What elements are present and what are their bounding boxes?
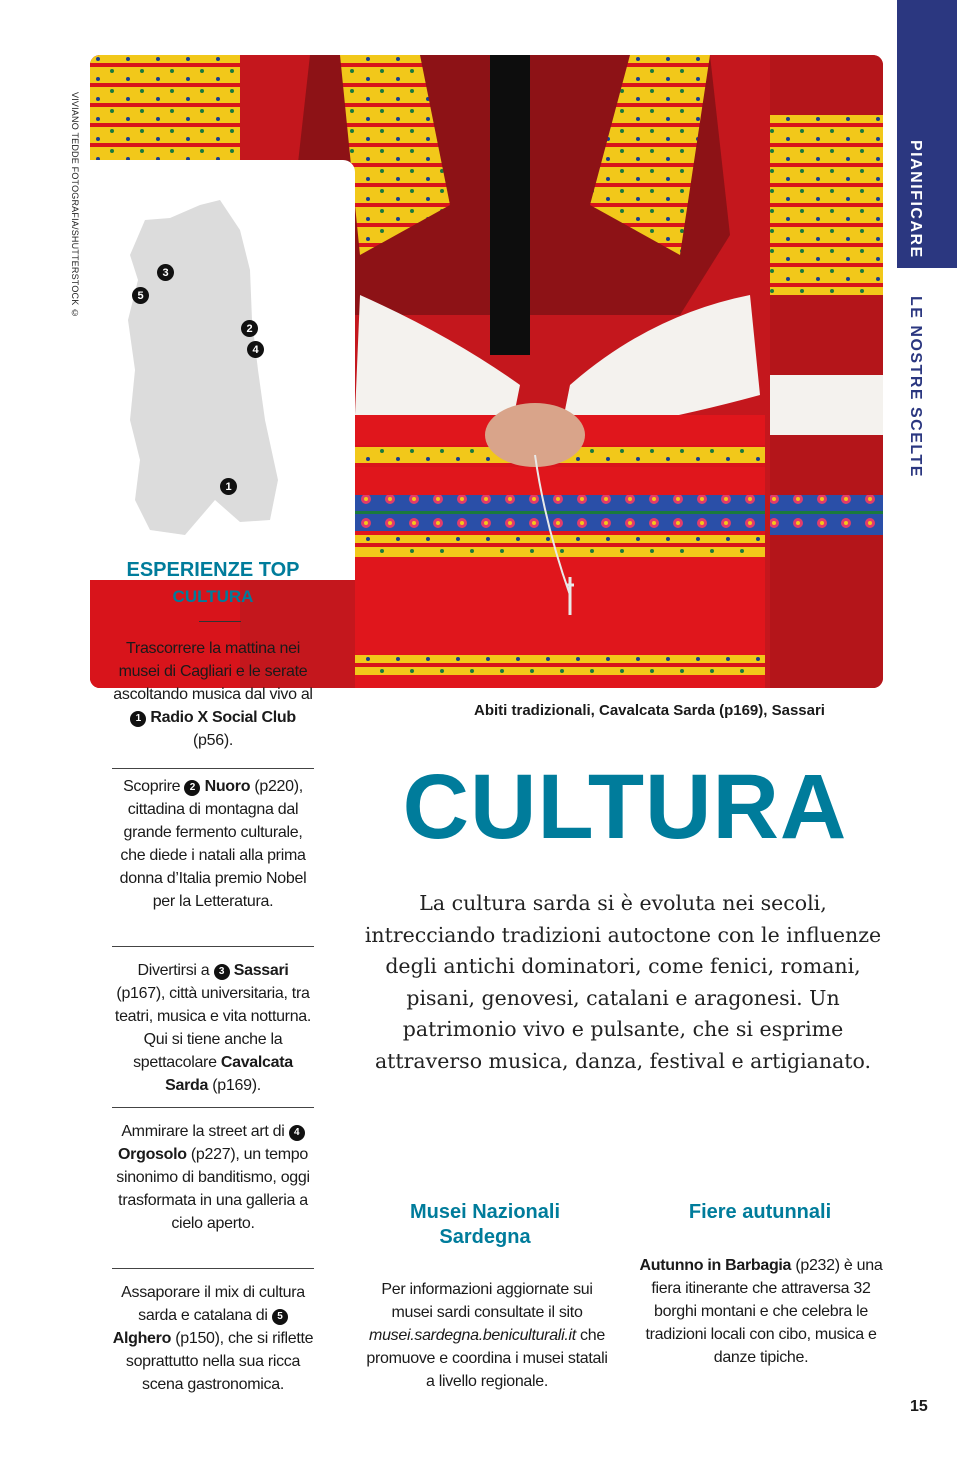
- experience-entry-4: [112, 1120, 314, 1235]
- entry-text: Divertirsi a: [137, 962, 210, 979]
- musei-box-body: [362, 1278, 612, 1393]
- sidebar-title: ESPERIENZE TOP: [126, 559, 300, 581]
- experience-entry-5: [112, 1281, 314, 1396]
- entry-place: Nuoro: [204, 778, 251, 795]
- entry-text: Scoprire: [123, 778, 181, 795]
- fiere-box-body: [636, 1254, 886, 1369]
- entry-text: (p150), che si riflette soprattutto nella sua ricca scena gastronomica.: [125, 1330, 314, 1393]
- map-marker-4: 4: [247, 341, 264, 358]
- sardinia-map-icon: [90, 160, 355, 580]
- sidebar-subtitle: CULTURA: [172, 587, 254, 606]
- section-tab-label: PIANIFICARE: [907, 140, 924, 259]
- entry-text: (p167), città universitaria, tra teatri, musica e vita notturna. Qui si tiene anche la spettacolare: [114, 985, 312, 1071]
- entry-divider: [112, 946, 314, 947]
- heading-divider: [199, 621, 241, 622]
- map-marker-1: 1: [220, 478, 237, 495]
- box-text: che promuove e coordina i musei statali a livello regionale.: [366, 1327, 608, 1390]
- number-badge: 3: [214, 964, 230, 980]
- number-badge: 1: [130, 711, 146, 727]
- entry-place: Alghero: [112, 1330, 172, 1347]
- intro-paragraph: La cultura sarda si è evoluta nei secoli, intrecciando tradizioni autoctone con le influenze degli antichi dominatori, come fenici, romani, pisani, genovesi, catalani e aragonesi. Un patrimonio vivo e pulsante, che si esprime attraverso musica, danza, festival e artigianato.: [364, 891, 882, 1073]
- entry-divider: [112, 1107, 314, 1108]
- entry-place: Radio X Social Club: [150, 709, 296, 726]
- entry-text: Ammirare la street art di: [121, 1123, 285, 1140]
- subsection-label: LE NOSTRE SCELTE: [907, 296, 924, 478]
- experience-entry-3: [112, 959, 314, 1097]
- photo-credit: VIVIANO TEDDE FOTOGRAFIA/SHUTTERSTOCK ©: [70, 92, 80, 319]
- entry-text: (p169).: [212, 1077, 261, 1094]
- entry-text: (p227), un tempo sinonimo di banditismo, oggi trasformata in una galleria a cielo aperto.: [116, 1146, 310, 1232]
- fair-name: Autunno in Barbagia: [639, 1257, 792, 1274]
- entry-text: Assaporare il mix di cultura sarda e catalana di: [121, 1284, 305, 1324]
- map-marker-3: 3: [157, 264, 174, 281]
- experience-entry-2: [112, 775, 314, 913]
- sardinia-map-card: [90, 160, 355, 580]
- entry-place: Orgosolo: [118, 1146, 187, 1163]
- box-text: (p232) è una fiera itinerante che attraversa 32 borghi montani e che celebra le tradizioni locali con cibo, musica e danze tipiche.: [645, 1257, 883, 1366]
- entry-text: (p220), cittadina di montagna dal grande fermento culturale, che diede i natali alla prima donna d’Italia premio Nobel per la Letteratura.: [119, 778, 307, 910]
- entry-divider: [112, 1268, 314, 1269]
- number-badge: 4: [289, 1125, 305, 1141]
- photo-caption: Abiti tradizionali, Cavalcata Sarda (p169), Sassari: [474, 702, 825, 719]
- page-title: CULTURA: [402, 756, 848, 858]
- map-marker-5: 5: [132, 287, 149, 304]
- page-number: 15: [910, 1398, 928, 1415]
- entry-text: Trascorrere la mattina nei musei di Cagliari e le serate ascoltando musica dal vivo al: [113, 640, 313, 703]
- entry-divider: [112, 768, 314, 769]
- fiere-box-title: Fiere autunnali: [688, 1201, 832, 1223]
- experience-entry-1: [112, 637, 314, 752]
- sidebar-heading: [112, 558, 314, 608]
- number-badge: 2: [184, 780, 200, 796]
- number-badge: 5: [272, 1309, 288, 1325]
- entry-place: Sassari: [233, 962, 289, 979]
- entry-text: (p56).: [193, 732, 233, 749]
- entry-event: Cavalcata Sarda: [165, 1054, 293, 1094]
- map-marker-2: 2: [241, 320, 258, 337]
- musei-box-title: Musei Nazionali Sardegna: [409, 1201, 561, 1248]
- box-text: Per informazioni aggiornate sui musei sardi consultate il sito: [381, 1281, 593, 1321]
- museum-website-link[interactable]: musei.sardegna.beniculturali.it: [369, 1327, 576, 1344]
